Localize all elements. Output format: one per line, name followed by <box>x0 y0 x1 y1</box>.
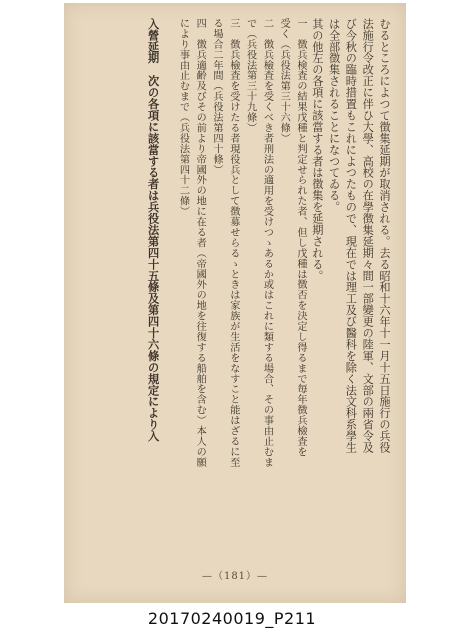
list-item: 三 徴兵檢査を受けたる者現役兵として徴募せらるゝときは家族が生活をなすこと能はざるに至 <box>227 18 239 468</box>
list-item-continuation: により事由止むまで（兵役法第四十二條） <box>177 18 189 217</box>
column-spacer <box>162 18 174 546</box>
page-number: —（181）— <box>201 571 269 582</box>
list-item: 一 徴兵検査の結果戊種と判定せられた者、但し戊種は徴否を決定し得るまで毎年徴兵檢査を <box>295 18 307 457</box>
text-column: 其の他左の各項に該當する者は徴集を延期される。 <box>310 18 324 282</box>
document-page <box>64 3 406 603</box>
section-heading-column: 入營延期 次の各項に該當する者は兵役法第四十五條及第四十六條の規定により入 <box>146 18 161 442</box>
text-column: び今秋の臨時措置もこれによつたもので、現在では理工及び醫科を除く法文科系學生 <box>344 18 358 454</box>
list-item-continuation: で（兵役法第三十九條） <box>244 18 256 133</box>
list-item-continuation: 受く（兵役法第三十六條） <box>278 18 290 144</box>
list-item: 二 徴兵檢査を受くべき者刑法の適用を受けつゝあるか或はこれに類する場合、その事由止むま <box>261 18 273 468</box>
list-item-continuation: る場合二年間（兵役法第四十條） <box>211 18 223 175</box>
list-item: 四 徴兵適齢及びその前より帝國外の地に在る者（帝國外の地を往復する船舶を含む）本人の願 <box>194 18 206 468</box>
image-id-caption: 20170240019_P211 <box>147 609 317 628</box>
vertical-text-body <box>72 18 392 546</box>
text-column: むるところによつて徴集延期が取消される。去る昭和十六年十一月十五日施行の兵役 <box>378 18 391 454</box>
text-column: は全部徴集されることになつてゐる。 <box>327 18 341 213</box>
text-column: 法施行令改正に伴ひ大學、高校の在學徴集延期々間一部變更の陸軍、文部の兩省令及 <box>361 18 375 454</box>
